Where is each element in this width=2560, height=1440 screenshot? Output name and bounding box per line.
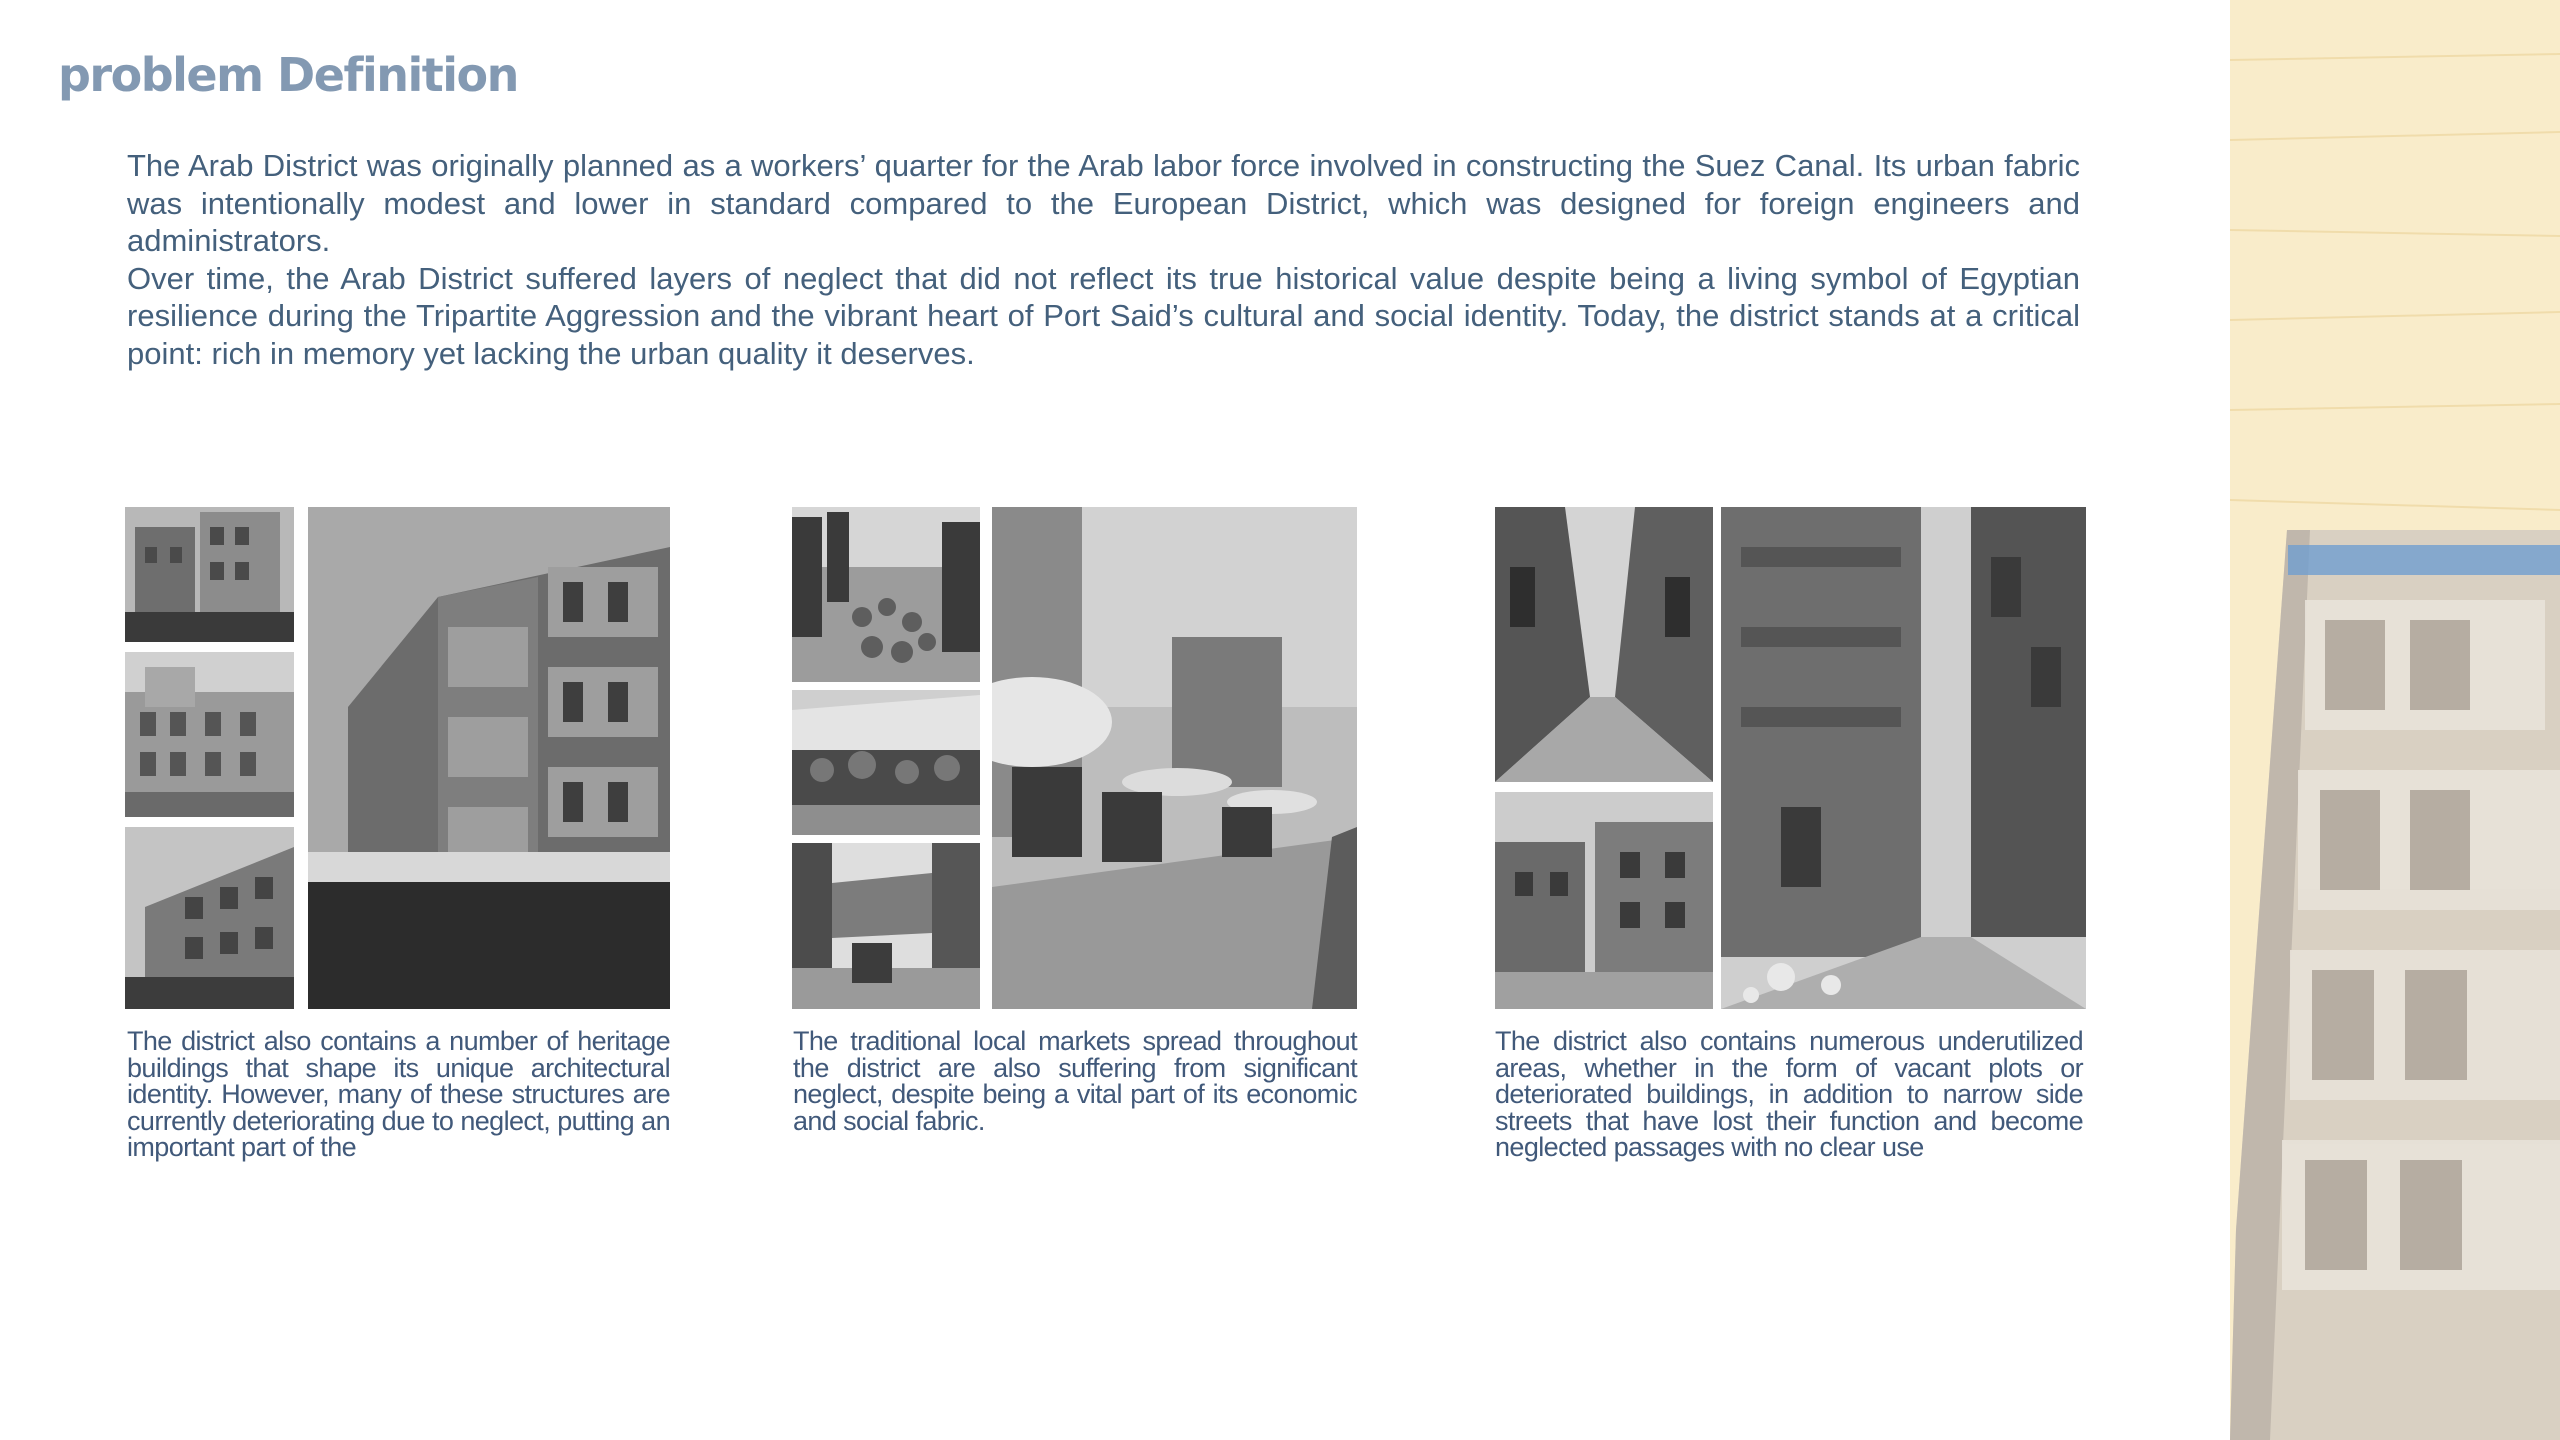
intro-paragraph-2: Over time, the Arab District suffered layers of neglect that did not reflect its true historical value despite being a living symbol of Egyptian resilience during the Tripartite Aggression and the vibrant heart of Port Said’s cultural and social identity. Today, the district stands at a critical point: rich in memory yet lacking the urban quality it deserves. [127,260,2080,371]
market-photo-large [992,507,1357,1009]
market-photo-small-1 [792,507,980,682]
heritage-buildings-gallery [125,507,670,1009]
heritage-photo-large [308,507,670,1009]
market-photo-small-2 [792,690,980,835]
heritage-photo-small-1 [125,507,294,642]
street-photo-large [1721,507,2086,1009]
street-photo-small-2 [1495,792,1713,1009]
underutilized-caption: The district also contains numerous underutilized areas, whether in the form of vacant plots or deteriorated buildings, in addition to narrow side streets that have lost their function and become neglected passages with no clear use [1495,1026,2083,1162]
market-photo-small-3 [792,843,980,1009]
markets-gallery [792,507,1357,1009]
intro-paragraph-1: The Arab District was originally planned as a workers’ quarter for the Arab labor force involved in constructing the Suez Canal. Its urban fabric was intentionally modest and lower in standard compared to the European District, which was designed for foreign engineers and administrators. [127,148,2080,258]
street-photo-small-1 [1495,507,1713,782]
decorative-building-image [2230,0,2560,1440]
heritage-caption: The district also contains a number of heritage buildings that shape its unique architectural identity. However, many of these structures are currently deteriorating due to neglect, putting an important part of the [127,1026,670,1162]
page-title: problem Definition [58,48,518,102]
intro-text [127,147,2080,372]
underutilized-gallery [1495,507,2086,1009]
heritage-photo-small-2 [125,652,294,817]
heritage-photo-small-3 [125,827,294,1009]
markets-caption: The traditional local markets spread throughout the district are also suffering from significant neglect, despite being a vital part of its economic and social fabric. [793,1026,1357,1136]
